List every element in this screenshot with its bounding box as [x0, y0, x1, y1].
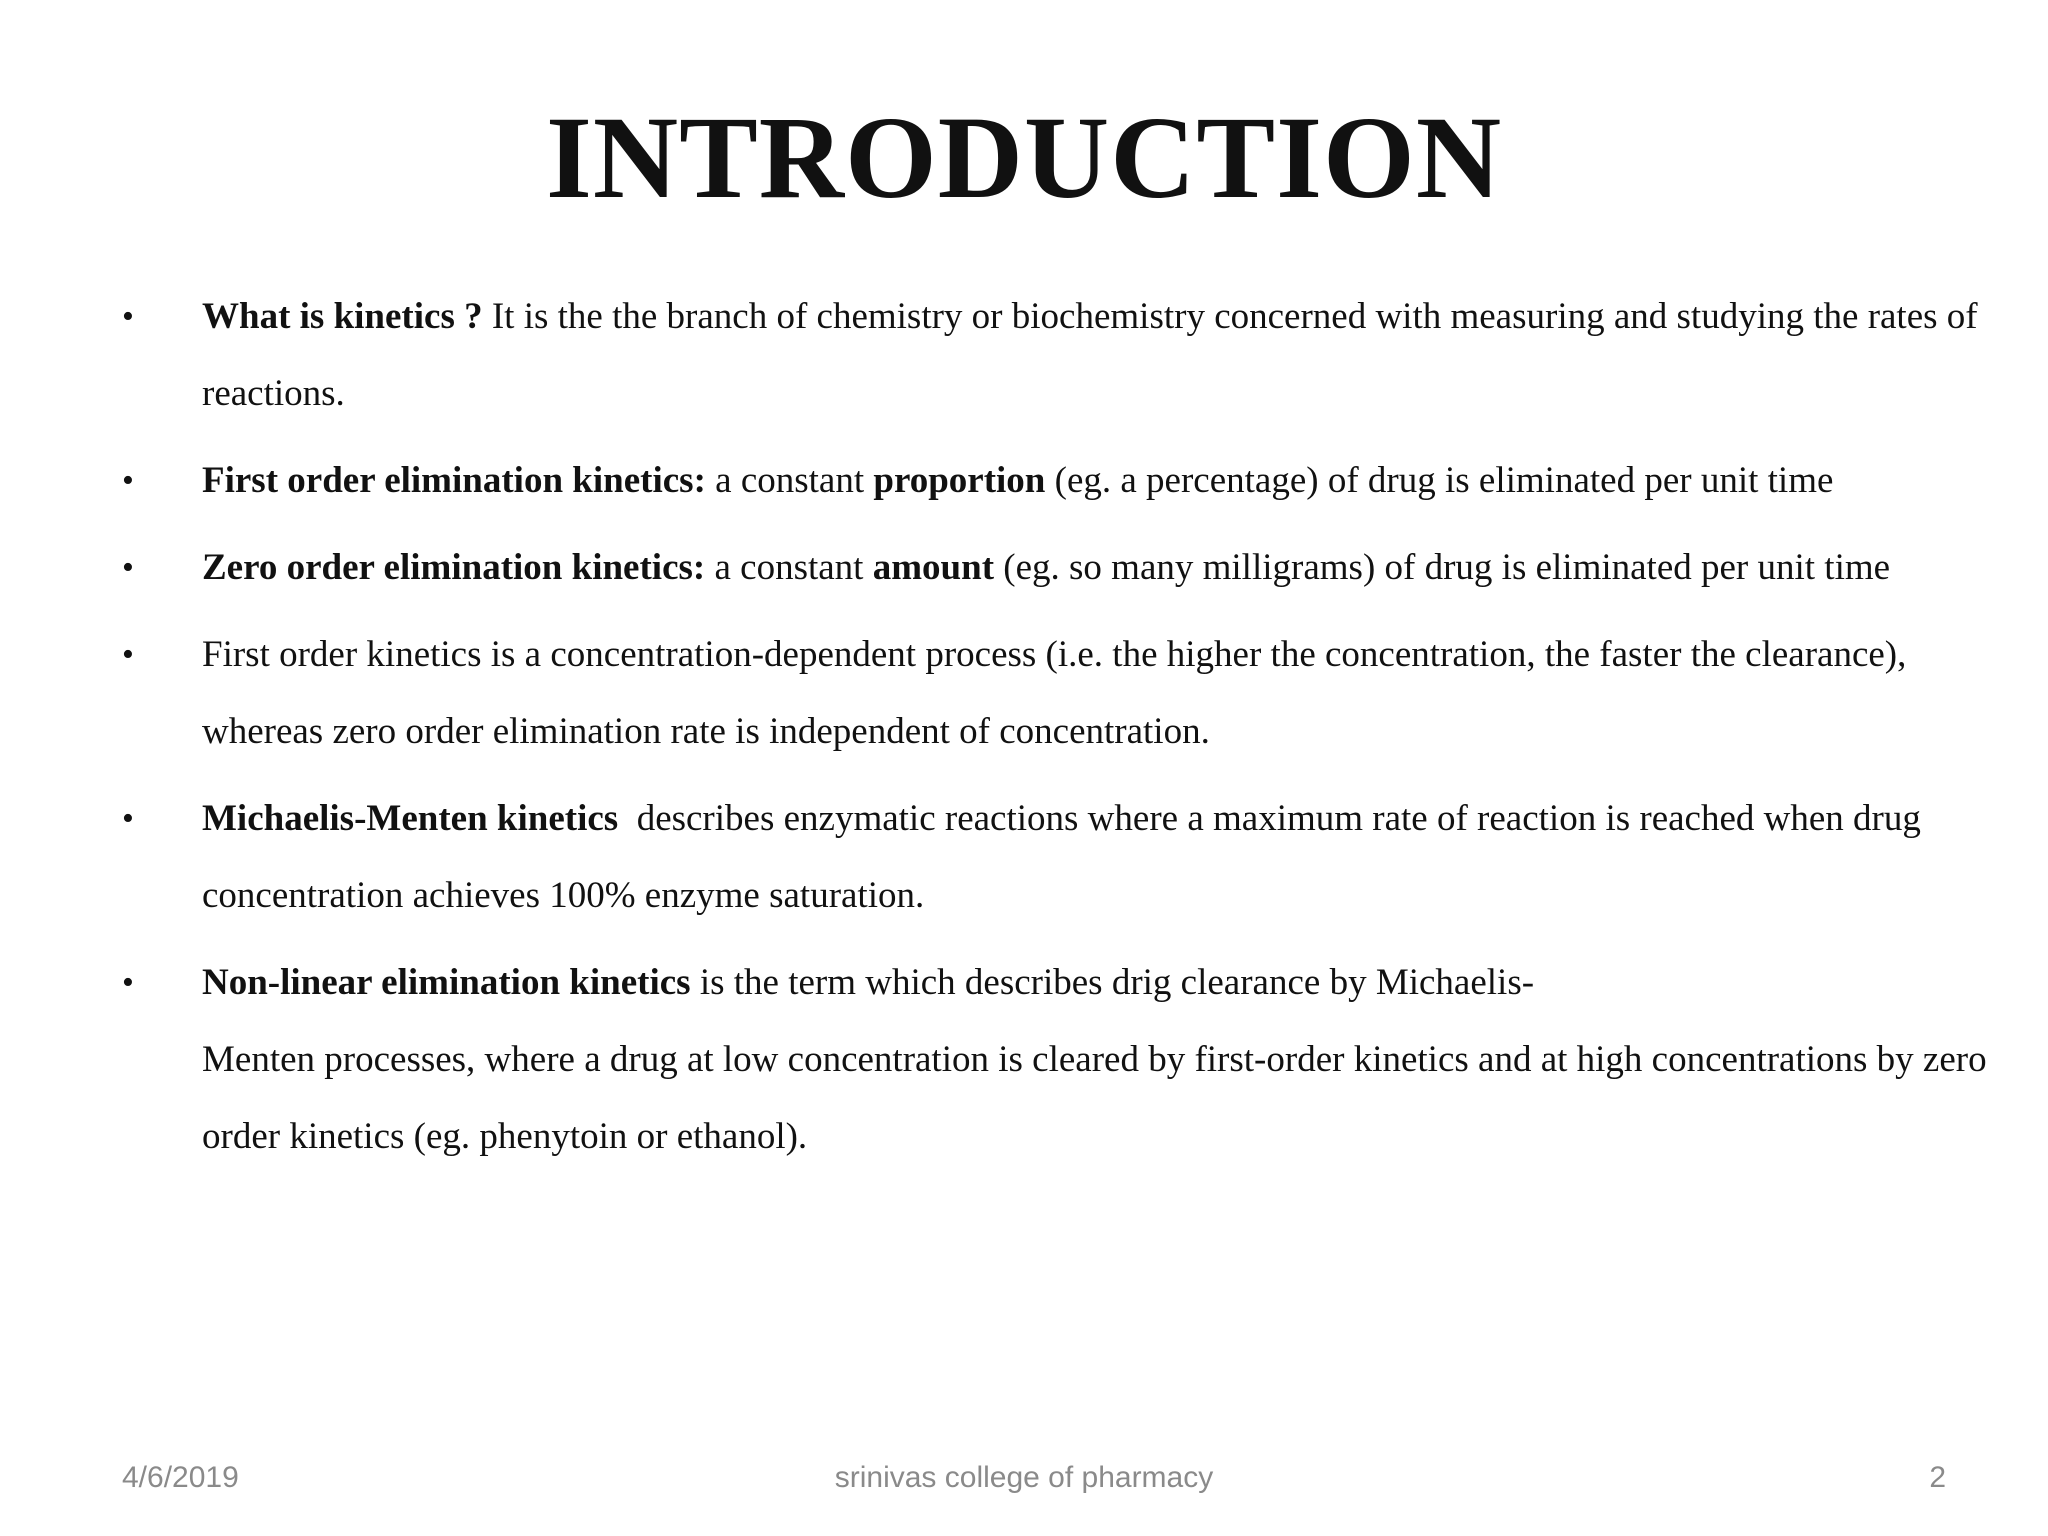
footer-date: 4/6/2019 [122, 1461, 239, 1494]
bullet-item-non-linear [0, 944, 2048, 1175]
bullet-list [0, 278, 2048, 1185]
bullet-description: First order kinetics is a concentration-dependent process (i.e. the higher the concentration, the faster the clearance), whereas zero order elimination rate is independent of concentration. [202, 634, 1907, 752]
bullet-term: What is kinetics ? [202, 296, 483, 337]
bullet-marker: • [122, 800, 134, 837]
bullet-item-michaelis-menten [0, 780, 2048, 934]
bullet-description: It is the the branch of chemistry or biochemistry concerned with measuring and studying the rates of reactions. [202, 296, 1978, 414]
bullet-description: is the term which describes drig clearance by Michaelis- [690, 962, 1535, 1003]
bullet-description: a constant [705, 460, 874, 501]
bullet-text [202, 296, 1978, 414]
bullet-description: Menten processes, where a drug at low concentration is cleared by first-order kinetics and at high concentrations by zero order kinetics (eg. phenytoin or ethanol). [202, 1039, 1987, 1157]
bullet-term: Non-linear elimination kinetics [202, 962, 691, 1003]
bullet-item-kinetics [0, 278, 2048, 432]
bullet-item-concentration [0, 616, 2048, 770]
footer-institution: srinivas college of pharmacy [834, 1461, 1214, 1494]
bullet-description: describes enzymatic reactions where a maximum rate of reaction is reached when drug concentration achieves 100% enzyme saturation. [202, 798, 1931, 916]
bullet-marker: • [122, 298, 134, 335]
bullet-text [202, 547, 1890, 588]
bullet-text [202, 634, 1906, 752]
footer-page-number: 2 [1929, 1461, 1946, 1494]
bullet-description: (eg. so many milligrams) of drug is eliminated per unit time [994, 547, 1891, 588]
bullet-text [202, 798, 1930, 916]
bullet-description: a constant [705, 547, 873, 588]
bullet-marker: • [122, 636, 134, 673]
bullet-marker: • [122, 462, 134, 499]
slide-title: INTRODUCTION [545, 92, 1503, 223]
bullet-text [202, 962, 1987, 1157]
bullet-emphasis: proportion [873, 460, 1046, 501]
bullet-marker: • [122, 964, 134, 1001]
bullet-text [202, 460, 1833, 501]
bullet-item-first-order [0, 442, 2048, 519]
bullet-term: Zero order elimination kinetics: [202, 547, 706, 588]
bullet-term: First order elimination kinetics: [202, 460, 706, 501]
bullet-term: Michaelis-Menten kinetics [202, 798, 619, 839]
bullet-item-zero-order [0, 529, 2048, 606]
bullet-description: (eg. a percentage) of drug is eliminated per unit time [1045, 460, 1834, 501]
bullet-marker: • [122, 549, 134, 586]
bullet-emphasis: amount [872, 547, 995, 588]
